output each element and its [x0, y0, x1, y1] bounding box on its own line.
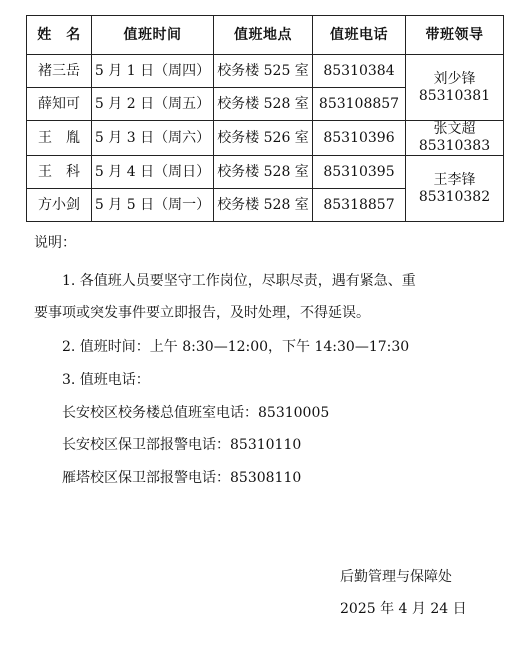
notes-heading: 说明：	[34, 235, 76, 251]
duty-time: 5 月 4 日（周日）	[92, 156, 214, 189]
leader-phone: 85310381	[418, 87, 491, 104]
leader-cell	[406, 55, 504, 121]
duty-time: 5 月 3 日（周六）	[92, 121, 214, 156]
duty-phone: 85310395	[313, 156, 406, 189]
issuing-department: 后勤管理与保障处	[340, 569, 452, 585]
duty-place: 校务楼 528 室	[214, 189, 313, 222]
duty-name: 方小剑	[27, 189, 92, 222]
issue-date: 2025 年 4 月 24 日	[340, 601, 467, 617]
duty-phone-line-2: 长安校区保卫部报警电话：85310110	[62, 437, 302, 453]
duty-phone-line-3: 雁塔校区保卫部报警电话：85308110	[62, 470, 302, 486]
duty-time: 5 月 5 日（周一）	[92, 189, 214, 222]
note-item-1-line-1: 1. 各值班人员要坚守工作岗位，尽职尽责，遇有紧急、重	[62, 273, 416, 289]
leader-name: 王李锋	[433, 171, 476, 188]
duty-phone: 853108857	[313, 88, 406, 121]
table-row	[27, 156, 504, 189]
duty-phone: 85310384	[313, 55, 406, 88]
duty-name: 褚三岳	[27, 55, 92, 88]
header-name: 姓 名	[27, 16, 92, 55]
header-phone: 值班电话	[313, 16, 406, 55]
note-item-1-line-2: 要事项或突发事件要立即报告，及时处理，不得延误。	[34, 305, 370, 321]
table-row	[27, 121, 504, 156]
leader-cell	[406, 156, 504, 222]
leader-name: 张文超	[433, 121, 476, 137]
duty-phone-line-1: 长安校区校务楼总值班室电话：85310005	[62, 405, 330, 421]
table-header-row	[27, 16, 504, 55]
header-place: 值班地点	[214, 16, 313, 55]
duty-name: 王 胤	[27, 121, 92, 156]
duty-name: 薛知可	[27, 88, 92, 121]
duty-place: 校务楼 526 室	[214, 121, 313, 156]
duty-place: 校务楼 528 室	[214, 88, 313, 121]
leader-name: 刘少锋	[433, 70, 476, 87]
duty-name: 王 科	[27, 156, 92, 189]
leader-cell	[406, 121, 504, 156]
duty-place: 校务楼 525 室	[214, 55, 313, 88]
header-leader: 带班领导	[406, 16, 504, 55]
leader-phone: 85310382	[418, 188, 491, 205]
duty-phone: 85318857	[313, 189, 406, 222]
header-time: 值班时间	[92, 16, 214, 55]
duty-time: 5 月 1 日（周四）	[92, 55, 214, 88]
duty-time: 5 月 2 日（周五）	[92, 88, 214, 121]
duty-phone: 85310396	[313, 121, 406, 156]
note-item-3: 3. 值班电话：	[62, 372, 150, 388]
duty-place: 校务楼 528 室	[214, 156, 313, 189]
leader-phone: 85310383	[418, 138, 491, 154]
duty-table	[26, 15, 504, 222]
note-item-2: 2. 值班时间：上午 8:30—12:00，下午 14:30—17:30	[62, 339, 410, 355]
table-row	[27, 55, 504, 88]
